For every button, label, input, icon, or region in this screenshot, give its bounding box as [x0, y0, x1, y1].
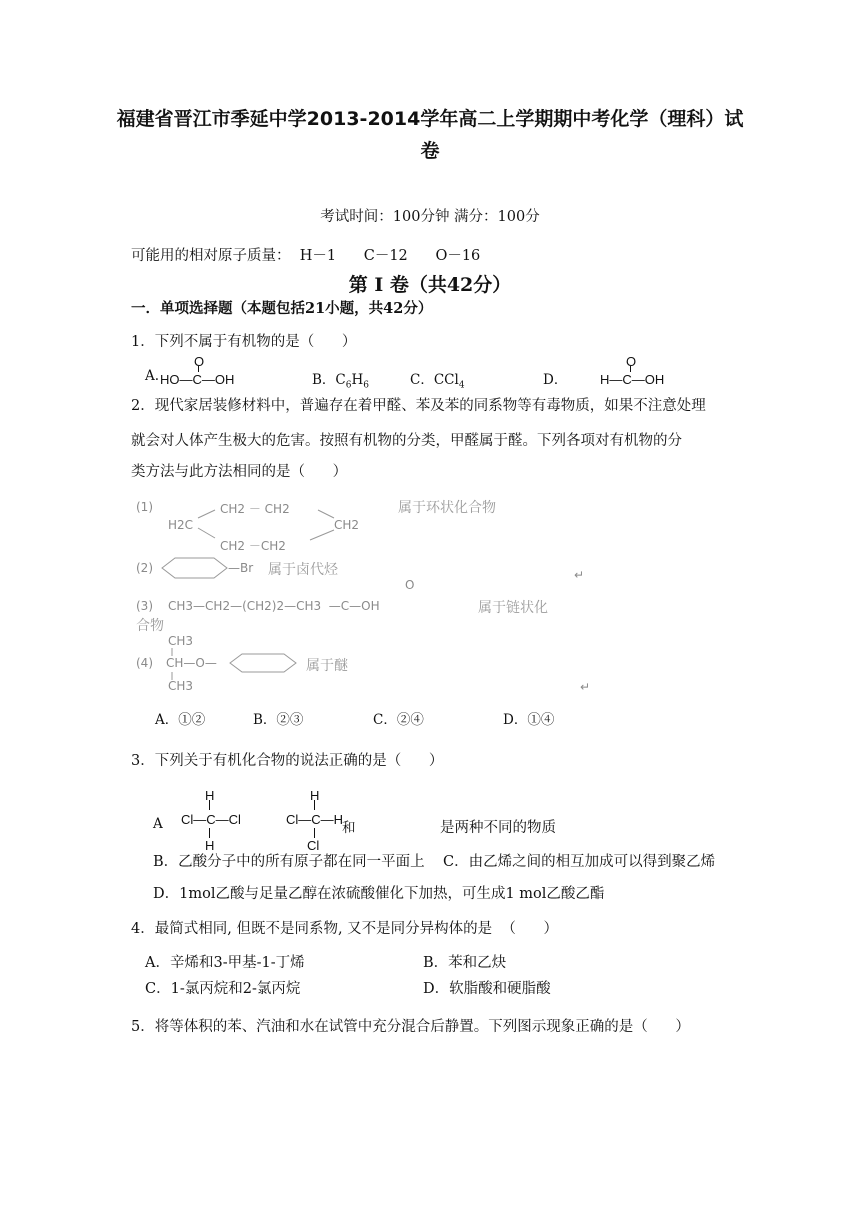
q1-d-carbonyl-o: O	[626, 354, 637, 369]
q4-option-d: D．软脂酸和硬脂酸	[423, 981, 551, 997]
q1-option-d-formula: H—C—OH	[600, 372, 665, 387]
q2-option-a: A．①②	[155, 712, 206, 728]
section-title: 第 Ⅰ 卷（共42分）	[348, 274, 512, 296]
fig-item3-formula: CH3—CH2—(CH2)2—CH3 —C—OH	[168, 599, 380, 613]
fig-item1-bottom: CH2 －CH2	[220, 539, 286, 553]
fig-item3-number: (3)	[136, 599, 153, 613]
q3-mol2-h-top: H	[310, 788, 320, 803]
document-title-line2: 卷	[420, 140, 440, 162]
question-4-stem: 4．最简式相同, 但既不是同系物, 又不是同分异构体的是 （ ）	[131, 921, 559, 937]
q1-option-a-formula: HO—C—OH	[160, 372, 235, 387]
question-2-line3: 类方法与此方法相同的是（ ）	[131, 464, 348, 480]
fig-item3-o: O	[405, 578, 415, 592]
fig-item2-number: (2)	[136, 561, 153, 575]
q3-mol1-h-top: H	[205, 788, 215, 803]
q3-mol1-bond-top	[209, 800, 211, 810]
fig-item1-top: CH2 － CH2	[220, 502, 290, 516]
q4-option-a: A．辛烯和3-甲基-1-丁烯	[145, 955, 305, 971]
q3-option-c: C．由乙烯之间的相互加成可以得到聚乙烯	[443, 854, 716, 870]
q1-option-c: C．CCl$_4$	[410, 372, 465, 391]
q3-option-d: D．1mol乙酸与足量乙醇在浓硫酸催化下加热，可生成1 mol乙酸乙酯	[153, 886, 605, 902]
section-subtitle: 一．单项选择题（本题包括21小题，共42分）	[131, 300, 433, 317]
fig-item3-label: 属于链状化	[478, 600, 548, 616]
q3-mol2-bond-top	[314, 800, 316, 810]
q2-option-b: B．②③	[253, 712, 304, 728]
fig-item2-substituent: —Br	[228, 561, 254, 575]
q3-mol1-bond-bottom	[209, 828, 211, 838]
q3-option-a-text: 是两种不同的物质	[440, 820, 556, 836]
q3-mol1-h-bottom: H	[205, 838, 215, 853]
fig-return-mark-1: ↵	[574, 568, 585, 582]
question-5-stem: 5．将等体积的苯、汽油和水在试管中充分混合后静置。下列图示现象正确的是（ ）	[131, 1019, 690, 1035]
fig-item4-top: CH3	[168, 634, 194, 648]
q3-and: 和	[342, 820, 356, 836]
fig-item4-mid: CH—O—	[166, 656, 217, 670]
fig-item1-left: H2C	[168, 518, 194, 532]
q4-option-c: C．1-氯丙烷和2-氯丙烷	[145, 981, 301, 997]
document-title-line1: 福建省晋江市季延中学2013-2014学年高二上学期期中考化学（理科）试	[116, 108, 744, 130]
q1-option-b: B．$C_6H_6$	[312, 372, 369, 391]
question-2-line1: 2．现代家居装修材料中，普遍存在着甲醛、苯及苯的同系物等有毒物质，如果不注意处理	[131, 398, 706, 414]
q3-option-a-label: A	[153, 816, 163, 832]
q3-mol2-row: Cl—C—H	[286, 812, 344, 827]
exam-info: 考试时间：100分钟 满分：100分	[320, 209, 540, 225]
fig-item4-number: (4)	[136, 656, 153, 670]
question-1-stem: 1．下列不属于有机物的是（ ）	[131, 334, 357, 350]
fig-item1-number: (1)	[136, 500, 153, 514]
q3-mol2-cl-bottom: Cl	[307, 838, 320, 853]
fig-item3-label-cont: 合物	[136, 618, 164, 634]
q4-option-b: B．苯和乙炔	[423, 955, 507, 971]
fig-item4-bottom: CH3	[168, 679, 194, 693]
q1-option-d-label: D．	[543, 372, 568, 388]
fig-item2-label: 属于卤代烃	[268, 562, 338, 578]
fig-item1-label: 属于环状化合物	[398, 500, 496, 516]
q2-option-d: D．①④	[503, 712, 555, 728]
question-2-line2: 就会对人体产生极大的危害。按照有机物的分类，甲醛属于醛。下列各项对有机物的分	[131, 433, 682, 449]
q1-option-a-label: A.	[145, 368, 160, 384]
q3-mol2-bond-bottom	[314, 828, 316, 838]
question-3-stem: 3．下列关于有机化合物的说法正确的是（ ）	[131, 753, 444, 769]
atomic-masses: 可能用的相对原子质量： H－1 C－12 O－16	[131, 248, 481, 264]
q3-option-b: B．乙酸分子中的所有原子都在同一平面上	[153, 854, 425, 870]
fig-item1-right: CH2	[334, 518, 360, 532]
q1-a-carbonyl-o: O	[194, 354, 205, 369]
q2-option-c: C．②④	[373, 712, 424, 728]
fig-item4-label: 属于醚	[306, 658, 348, 674]
fig-return-mark-2: ↵	[580, 680, 591, 694]
q3-mol1-row: Cl—C—Cl	[181, 812, 241, 827]
